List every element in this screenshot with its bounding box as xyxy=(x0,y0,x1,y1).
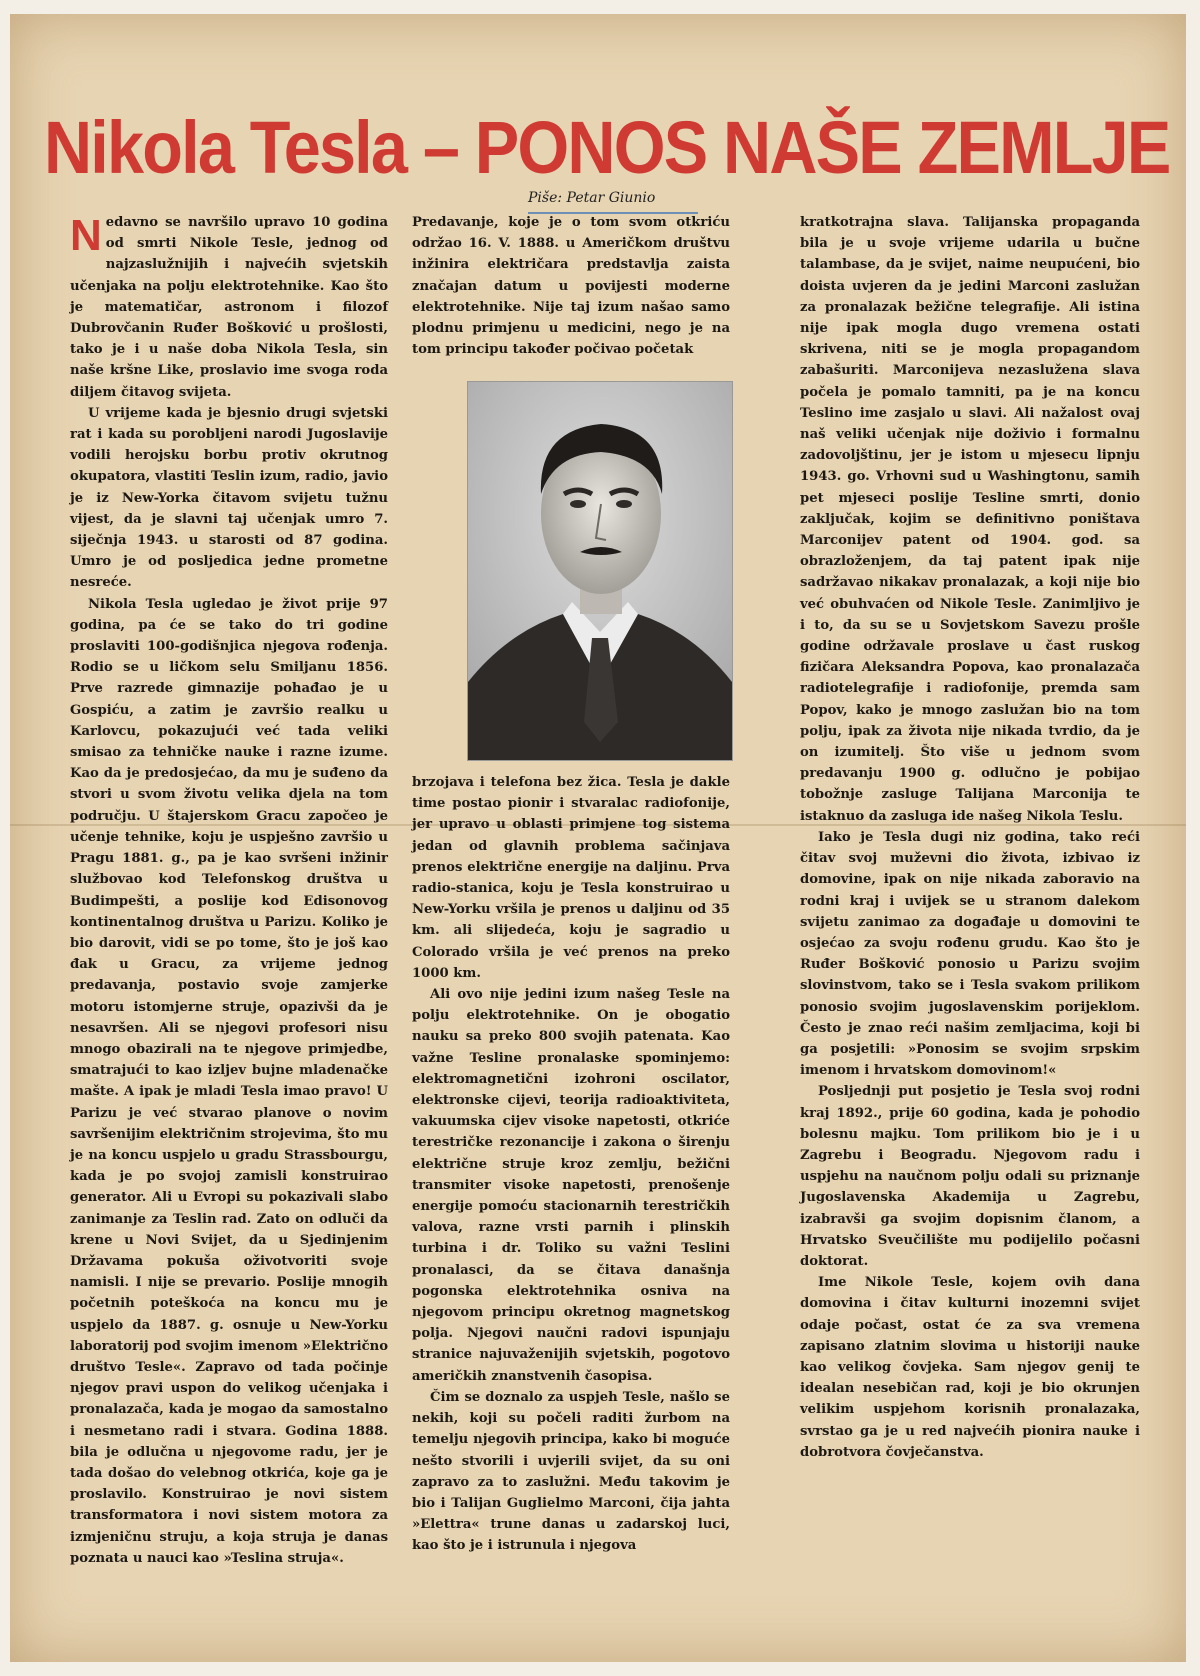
tesla-portrait-photo xyxy=(467,381,733,761)
column-1-paragraph-3: Nikola Tesla ugledao je život prije 97 godina, pa će se tako do tri godine proslaviti 100-godišnjica njegova rođenja. Rodio se u ličkom selu Smiljanu 1856. Prve razrede gimnazije pohađao je u Gospiću, a zatim je završio realku u Karlovcu, pokazujući već tada veliki smisao za tehničke nauke i razne izume. Kao da je predosjećao, da mu je suđeno da stvori u svom životu velika djela na tom području. U štajerskom Gracu započeo je učenje tehnike, koju je uspješno završio u Pragu 1881. g., pa je kao svršeni inžinir službovao kod Telefonskog društva u Budimpešti, a poslije kod Edisonovog kontinentalnog društva u Parizu. Koliko je bio darovit, vidi se po tome, što je još kao đak u Gracu, za vrijeme jednog predavanja, postavio svoje zamjerke motoru istomjerne struje, opazivši da je nesavršen. Ali se njegovi profesori nisu mnogo obazirali na te njegove primjedbe, smatrajući to kao izljev bujne mladenačke mašte. A ipak je mladi Tesla imao pravo! U Parizu je već stvarao planove o novim savršenijim električnim strojevima, što mu je na koncu uspjelo u gradu Strassbourgu, kada je po svojoj zamisli konstruirao generator. Ali u Evropi su pokazivali slabo zanimanje za Teslin rad. Zato on odluči da krene u Novi Svijet, da u Sjedinjenim Državama pokuša oživotvoriti svoje namisli. I nije se prevario. Poslije mnogih početnih poteškoća na koncu mu je uspjelo da 1887. g. osnuje u New-Yorku laboratorij pod svojim imenom »Električno društvo Tesle«. Zapravo od tada počinje njegov pravi uspon do velikog učenjaka i pronalazača, kada je mogao da samostalno i nesmetano radi i stvara. Godina 1888. bila je odlučna u njegovome radu, jer je tada došao do velebnog otkrića, koje ga je proslavilo. Konstruirao je novi sistem transformatora i novi sistem motora za izmjeničnu struju, a koja struja je danas poznata u nauci kao »Teslina struja«. xyxy=(70,596,388,1566)
column-3 xyxy=(800,212,1140,1567)
column-3-paragraph-3: Posljednji put posjetio je Tesla svoj rodni kraj 1892., prije 60 godina, kada je pohodio bolesnu majku. Tom prilikom bio je i u Zagrebu i Beogradu. Njegovom radu i uspjehu na naučnom polju odali su priznanje Jugoslavenska Akademija u Zagrebu, izabravši ga svojim dopisnim članom, a Hrvatsko Sveučilište mu podijelilo počasni doktorat. xyxy=(800,1084,1140,1269)
column-2-paragraph-1: brzojava i telefona bez žica. Tesla je dakle time postao pionir i stvaralac radiofonije, jer upravo u oblasti primjene tog sistema jedan od glavnih problema sačinjava prenos električne energije na daljinu. Prva radio-stanica, koju je Tesla konstruirao u New-Yorku vršila je prenos u daljinu od 35 km. ali slijedeća, koju je sagradio u Colorado vršila je već prenos na preko 1000 km. xyxy=(412,775,730,981)
column-1-lead-paragraph: edavno se navršilo upravo 10 godina od smrti Nikole Tesle, jednog od najzaslužnijih i najvećih svjetskih učenjaka na polju elektrotehnike. Kao što je matematičar, astronom i filozof Dubrovčanin Ruđer Bošković u prošlosti, tako je i u naše doba Nikola Tesla, sin naše kršne Like, proslavio ime svoga roda diljem čitavog svijeta. xyxy=(70,215,388,400)
column-2-paragraph-3: Čim se doznalo za uspjeh Tesle, našlo se nekih, koji su počeli raditi žurbom na temelju njegovih principa, kako bi moguće nešto stvorili i uvjerili svijet, da su oni zapravo za to zaslužni. Među takovim je bio i Talijan Guglielmo Marconi, čija jahta »Elettra« trune danas u zadarskoj luci, kao što je i istrunula i njegova xyxy=(412,1389,730,1554)
column-3-paragraph-2: Iako je Tesla dugi niz godina, tako reći čitav svoj muževni dio života, izbivao iz domovine, ipak on nije nikada zaboravio na rodni kraj i uvijek se u stranom dalekom svijetu zanimao za događaje u domovini te osjećao za svoju rođenu grudu. Kao što je Ruđer Bošković ponosio u Parizu svojim slovinstvom, tako se i Tesla svakom prilikom ponosio svojim jugoslavenskim porijeklom. Često je znao reći našim zemljacima, koji bi ga posjetili: »Ponosim se svojim srpskim imenom i hrvatskom domovinom!« xyxy=(800,829,1140,1079)
headline: Nikola Tesla – PONOS NAŠE ZEMLJE xyxy=(44,106,1170,189)
column-1-paragraph-2: U vrijeme kada je bjesnio drugi svjetski rat i kada su porobljeni narodi Jugoslavije vodili herojsku borbu protiv okrutnog okupatora, vlastiti Teslin izum, radio, javio je iz New-Yorka čitavom svijetu tužnu vijest, da je slavni taj učenjak umro 7. siječnja 1943. u starosti od 87 godina. Umro je od posljedica jedne prometne nesreće. xyxy=(70,405,388,591)
column-2-paragraph-2: Ali ovo nije jedini izum našeg Tesle na polju elektrotehnike. On je obogatio nauku sa preko 800 svojih patenata. Kao važne Tesline pronalaske spominjemo: elektromagnetični izohroni oscilator, elektronske cijevi, teorija radioaktiviteta, vakuumska cijev visoke napetosti, otkriće terestričke rezonancije i zakona o širenju električne struje kroz zemlju, bežični transmiter visoke napetosti, prenošenje energije pomoću stacionarnih terestričkih valova, razne vrsti parnih i plinskih turbina i dr. Toliko su važni Teslini pronalasci, da se čitava današnja pogonska elektrotehnika osniva na njegovom principu okretnog magnetskog polja. Njegovi naučni radovi ispunjaju stranice najuvaženijih svjetskih, pogotovo američkih znanstvenih časopisa. xyxy=(412,987,730,1384)
byline: Piše: Petar Giunio xyxy=(528,190,698,214)
column-3-paragraph-1: kratkotrajna slava. Talijanska propaganda bila je u svoje vrijeme udarila u bučne talambase, da je svijet, naime neupućeni, bio doista uvjeren da je jedini Marconi zaslužan za pronalazak bežične telegrafije. Ali istina nije ipak mogla dugo vremena ostati skrivena, niti se je mogla propagandom zabašuriti. Marconijeva nezaslužena slava počela je pomalo tamniti, pa je na koncu Teslino ime zasjalo u slavi. Ali nažalost ovaj naš veliki učenjak nije doživio i formalnu zadovoljštinu, jer je istom u mjesecu lipnju 1943. go. Vrhovni sud u Washingtonu, samih pet mjeseci poslije Tesline smrti, donio zaključak, kojim se definitivno poništava Marconijev patent od 1904. god. sa obrazloženjem, da taj patent ipak nije sadržavao nikakav pronalazak, a koji nije bio već obuhvaćen od Nikole Tesle. Zanimljivo je i to, da su se u Sovjetskom Savezu prošle godine održavale proslave u čast ruskog fizičara Aleksandra Popova, kao pronalazača radiotelegrafije i radiofonije, premda sam Popov, kako je mnogo zaslužan bio na tom polju, ipak za života nije nikada tvrdio, da je on izumitelj. Što više u jednom svom predavanju 1900 g. odlučno je pobijao tobožnje zasluge Talijana Marconija te istaknuo da zasluga ide našeg Nikola Teslu. xyxy=(800,215,1140,824)
column-2-top xyxy=(412,212,730,362)
column-1 xyxy=(70,212,388,1567)
column-3-paragraph-4: Ime Nikole Tesle, kojem ovih dana domovina i čitav kulturni inozemni svijet odaje počast, ostat će za sva vremena zapisano zlatnim slovima u historiji nauke kao velikog čovjeka. Sam njegov genij te idealan nesebičan rad, koji je bio okrunjen velikim uspjehom korisnih pronalazaka, svrstao ga je u red najvećih pionira nauke i dobrotvora čovječanstva. xyxy=(800,1275,1140,1460)
drop-cap: N xyxy=(70,211,102,260)
column-2-top-paragraph: Predavanje, koje je o tom svom otkriću održao 16. V. 1888. u Američkom društvu inžinira električara predstavlja zaista značajan datum u povijesti moderne elektrotehnike. Nije taj izum našao samo plodnu primjenu u medicini, nego je na tom principu također počivao početak xyxy=(412,215,730,358)
column-2-bottom xyxy=(412,772,730,1567)
